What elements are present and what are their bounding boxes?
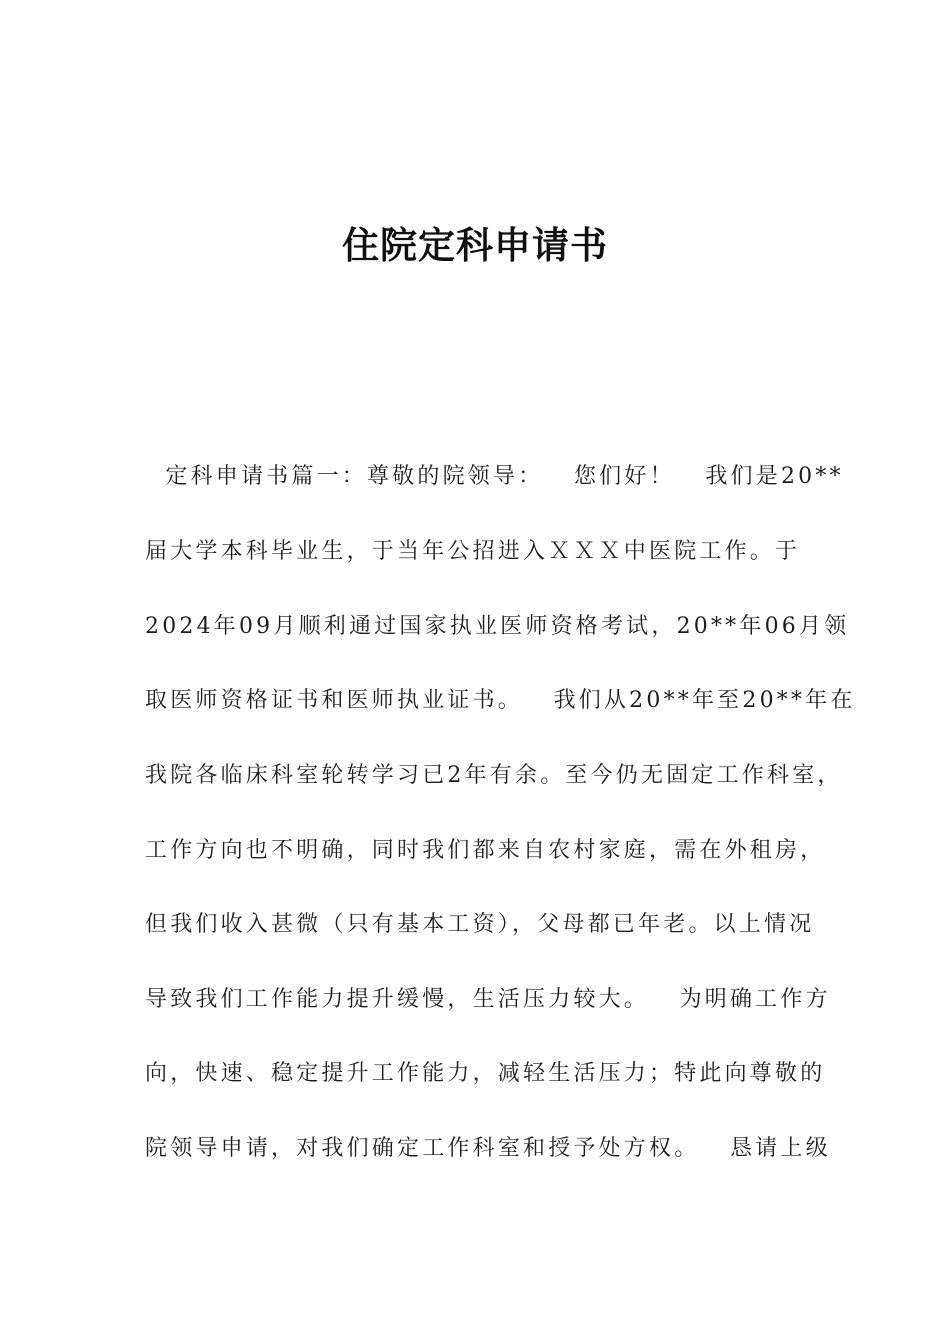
body-line-9: 向，快速、稳定提升工作能力，减轻生活压力；特此向尊敬的 — [145, 1061, 826, 1086]
document-title: 住院定科申请书 — [342, 224, 608, 267]
body-line-5: 我院各临床科室轮转学习已2年有余。至今仍无固定工作科室， — [145, 763, 843, 788]
body-line-3: 2024年09月顺利通过国家执业医师资格考试，20**年06月领 — [145, 614, 850, 639]
body-line-7: 但我们收入甚微（只有基本工资），父母都已年老。以上情况 — [145, 912, 815, 937]
body-line-2: 届大学本科毕业生，于当年公招进入ＸＸＸ中医院工作。于 — [145, 539, 801, 564]
body-line-10: 院领导申请，对我们确定工作科室和授予处方权。 恳请上级 — [145, 1136, 831, 1161]
body-line-8: 导致我们工作能力提升缓慢，生活压力较大。 为明确工作方 — [145, 987, 831, 1012]
body-line-6: 工作方向也不明确，同时我们都来自农村家庭，需在外租房， — [145, 838, 826, 863]
body-line-4: 取医师资格证书和医师执业证书。 我们从20**年至20**年在 — [145, 688, 856, 713]
body-line-1: 定科申请书篇一：尊敬的院领导： 您们好！ 我们是20** — [145, 464, 844, 489]
